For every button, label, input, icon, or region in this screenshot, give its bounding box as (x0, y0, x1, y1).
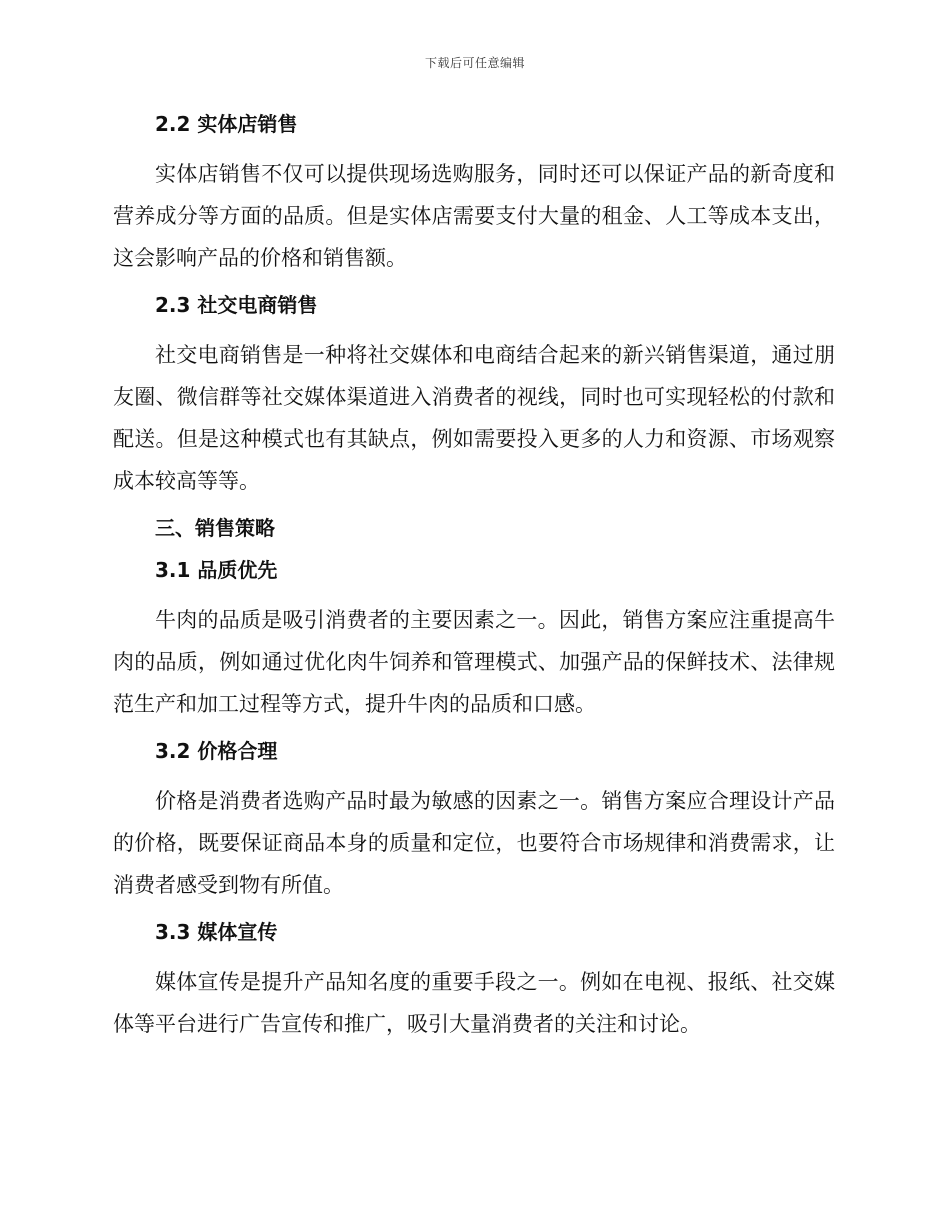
paragraph-3-1: 牛肉的品质是吸引消费者的主要因素之一。因此，销售方案应注重提高牛肉的品质，例如通过优化肉牛饲养和管理模式、加强产品的保鲜技术、法律规范生产和加工过程等方式，提升牛肉的品质和口感。 (113, 608, 835, 716)
section-heading-2-3: 2.3 社交电商销售 (155, 293, 318, 317)
paragraph-3-3: 媒体宣传是提升产品知名度的重要手段之一。例如在电视、报纸、社交媒体等平台进行广告宣传和推广，吸引大量消费者的关注和讨论。 (113, 970, 835, 1036)
paragraph-2-2: 实体店销售不仅可以提供现场选购服务，同时还可以保证产品的新奇度和营养成分等方面的品质。但是实体店需要支付大量的租金、人工等成本支出，这会影响产品的价格和销售额。 (113, 162, 835, 270)
document-body (113, 108, 835, 1045)
section-heading-2-2: 2.2 实体店销售 (155, 112, 298, 136)
section-heading-3-1: 3.1 品质优先 (155, 558, 278, 582)
paragraph-3-2: 价格是消费者选购产品时最为敏感的因素之一。销售方案应合理设计产品的价格，既要保证商品本身的质量和定位，也要符合市场规律和消费需求，让消费者感受到物有所值。 (113, 789, 835, 897)
header-note: 下载后可任意编辑 (424, 56, 525, 70)
section-heading-3-2: 3.2 价格合理 (155, 739, 278, 763)
section-heading-3-3: 3.3 媒体宣传 (155, 920, 278, 944)
chapter-heading-3: 三、销售策略 (155, 516, 275, 540)
paragraph-2-3: 社交电商销售是一种将社交媒体和电商结合起来的新兴销售渠道，通过朋友圈、微信群等社交媒体渠道进入消费者的视线，同时也可实现轻松的付款和配送。但是这种模式也有其缺点，例如需要投入更多的人力和资源、市场观察成本较高等等。 (113, 343, 835, 493)
